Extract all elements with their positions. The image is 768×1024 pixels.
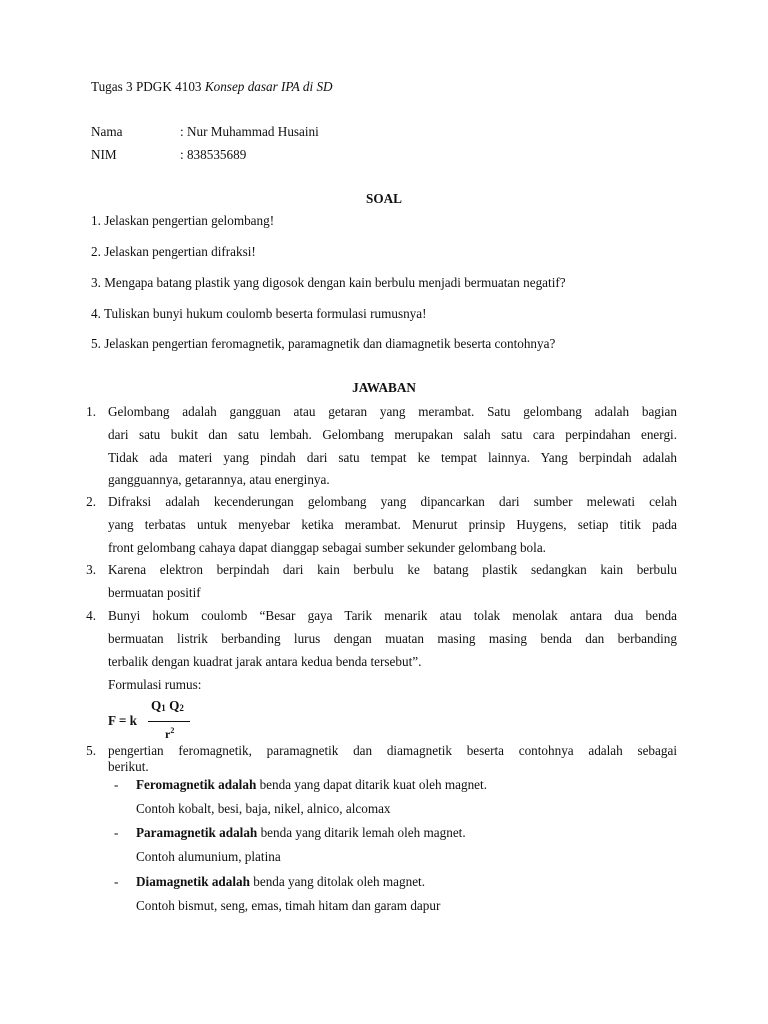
answer-2-line: yang terbatas untuk menyebar ketika merambat. Menurut prinsip Huygens, setiap titik pada xyxy=(108,517,677,532)
bullet-dash: - xyxy=(114,777,119,792)
name-label: Nama xyxy=(91,124,123,139)
answer-5-number: 5. xyxy=(86,743,96,758)
bullet-dash: - xyxy=(114,825,119,840)
formula-q2-subscript: 2 xyxy=(179,703,184,713)
answer-2-line: Difraksi adalah kecenderungan gelombang yang dipancarkan dari sumber melewati celah xyxy=(108,494,677,509)
answer-3-number: 3. xyxy=(86,562,96,577)
formula-r: r xyxy=(165,727,171,741)
answer-4-number: 4. xyxy=(86,608,96,623)
formula-lhs: F = k xyxy=(108,713,138,728)
answer-5-line: pengertian feromagnetik, paramagnetik dan diamagnetik beserta contohnya adalah sebagai xyxy=(108,743,677,758)
course-code: Tugas 3 PDGK 4103 xyxy=(91,79,202,94)
soal-item-5: 5. Jelaskan pengertian feromagnetik, paramagnetik dan diamagnetik beserta contohnya? xyxy=(91,336,556,351)
answer-1-line: gangguannya, getarannya, atau energinya. xyxy=(108,472,330,487)
formula-denominator xyxy=(165,726,174,742)
diamagnetik-example: Contoh bismut, seng, emas, timah hitam dan garam dapur xyxy=(136,898,441,913)
name-value: : Nur Muhammad Husaini xyxy=(180,124,319,139)
paramagnetik-definition xyxy=(136,825,466,841)
soal-item-2: 2. Jelaskan pengertian difraksi! xyxy=(91,244,256,259)
feromagnetik-term: Feromagnetik adalah xyxy=(136,777,257,792)
soal-item-3: 3. Mengapa batang plastik yang digosok dengan kain berbulu menjadi bermuatan negatif? xyxy=(91,275,566,290)
course-subject: Konsep dasar IPA di SD xyxy=(204,79,333,94)
nim-value: : 838535689 xyxy=(180,147,247,162)
answer-1-line: Gelombang adalah gangguan atau getaran yang merambat. Satu gelombang adalah bagian xyxy=(108,404,677,419)
answer-4-line: bermuatan listrik berbanding lurus dengan muatan masing masing benda dan berbanding xyxy=(108,631,677,646)
feromagnetik-desc: benda yang dapat ditarik kuat oleh magnet. xyxy=(256,777,487,792)
formula-q1: Q xyxy=(151,698,162,713)
formula-q2: Q xyxy=(169,698,180,713)
answer-5-line: berikut. xyxy=(108,759,149,774)
answer-1-number: 1. xyxy=(86,404,96,419)
paramagnetik-example: Contoh alumunium, platina xyxy=(136,849,281,864)
document-header xyxy=(91,79,333,95)
bullet-dash: - xyxy=(114,874,119,889)
answer-2-line: front gelombang cahaya dapat dianggap sebagai sumber sekunder gelombang bola. xyxy=(108,540,546,555)
diamagnetik-term: Diamagnetik adalah xyxy=(136,874,250,889)
formula-fraction-line xyxy=(148,721,190,722)
answer-2-number: 2. xyxy=(86,494,96,509)
formula-r-superscript: 2 xyxy=(170,726,175,735)
nim-label: NIM xyxy=(91,147,117,162)
soal-item-1: 1. Jelaskan pengertian gelombang! xyxy=(91,213,275,228)
answer-4-line: terbalik dengan kuadrat jarak antara kedua benda tersebut”. xyxy=(108,654,422,669)
formula-label: Formulasi rumus: xyxy=(108,677,202,692)
answer-1-line: dari satu bukit dan satu lembah. Gelombang merupakan salah satu cara perpindahan energi. xyxy=(108,427,677,442)
jawaban-heading: JAWABAN xyxy=(352,380,416,395)
answer-1-line: Tidak ada materi yang pindah dari satu tempat ke tempat lainnya. Yang berpindah adalah xyxy=(108,450,677,465)
feromagnetik-example: Contoh kobalt, besi, baja, nikel, alnico, alcomax xyxy=(136,801,391,816)
diamagnetik-desc: benda yang ditolak oleh magnet. xyxy=(249,874,426,889)
formula-numerator xyxy=(151,698,184,714)
feromagnetik-definition xyxy=(136,777,487,793)
answer-3-line: bermuatan positif xyxy=(108,585,201,600)
answer-4-line: Bunyi hokum coulomb “Besar gaya Tarik menarik atau tolak menolak antara dua benda xyxy=(108,608,677,623)
soal-item-4: 4. Tuliskan bunyi hukum coulomb beserta formulasi rumusnya! xyxy=(91,306,427,321)
paramagnetik-desc: benda yang ditarik lemah oleh magnet. xyxy=(257,825,466,840)
formula-q1-subscript: 1 xyxy=(161,703,166,713)
answer-3-line: Karena elektron berpindah dari kain berbulu ke batang plastik sedangkan kain berbulu xyxy=(108,562,677,577)
soal-heading: SOAL xyxy=(366,191,402,206)
paramagnetik-term: Paramagnetik adalah xyxy=(136,825,258,840)
diamagnetik-definition xyxy=(136,874,425,890)
